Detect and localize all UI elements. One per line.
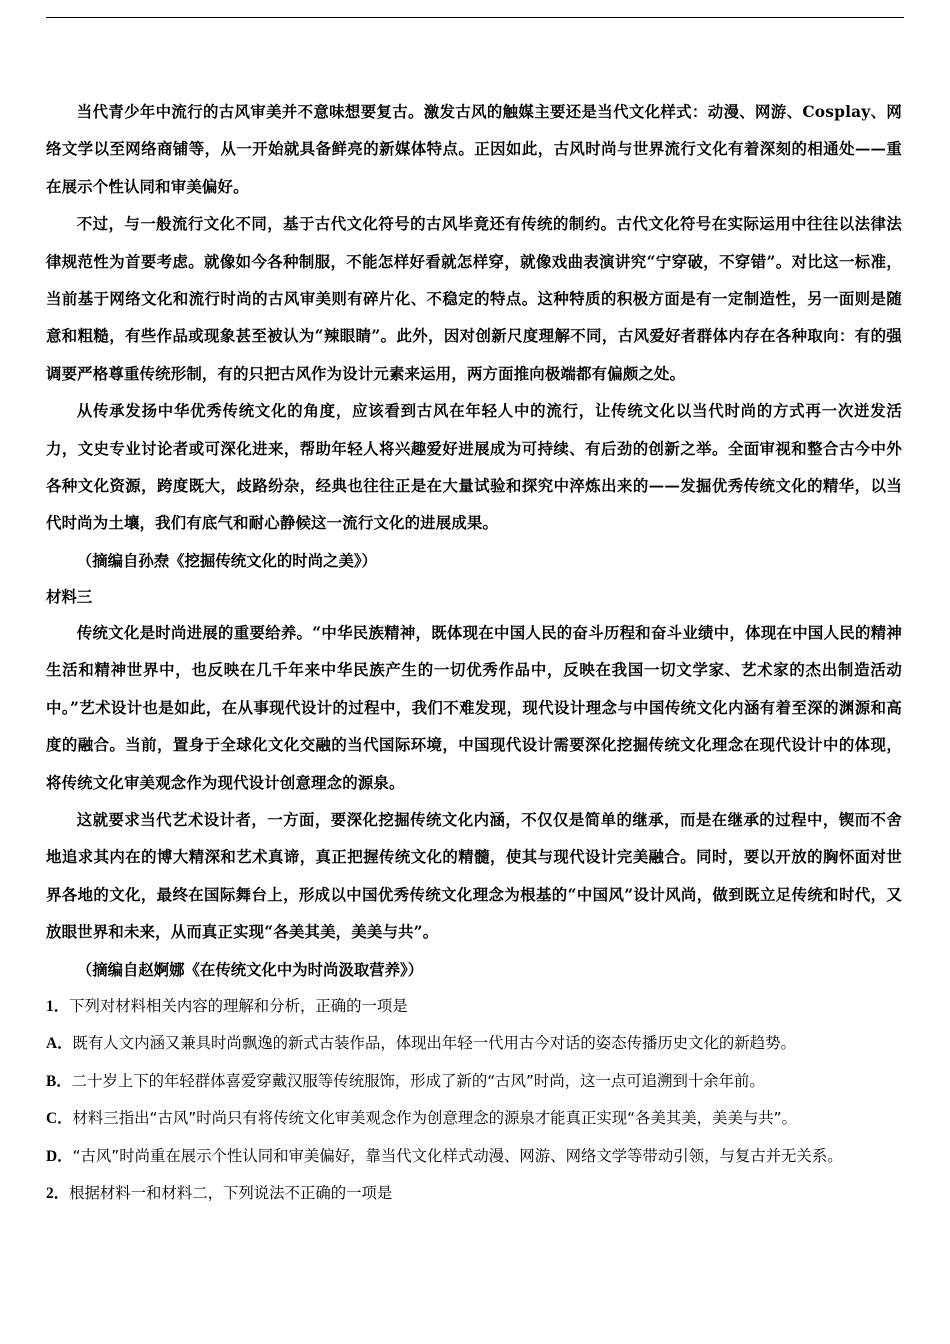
option-text: “古风”时尚重在展示个性认同和审美偏好，靠当代文化样式动漫、网游、网络文学等带动引领，与复古并无关系。 xyxy=(72,1146,843,1165)
material3-paragraph-2: 这就要求当代艺术设计者，一方面，要深化挖掘传统文化内涵，不仅仅是简单的继承，而是在继承的过程中，锲而不舍地追求其内在的博大精深和艺术真谛，真正把握传统文化的精髓，使其与现代设计完美融合。同时，要以开放的胸怀面对世界各地的文化，最终在国际舞台上，形成以中国优秀传统文化理念为根基的“中国风”设计风尚，做到既立足传统和时代，又放眼世界和未来，从而真正实现“各美其美，美美与共”。 xyxy=(46,810,902,942)
material3-citation: （摘编自赵婀娜《在传统文化中为时尚汲取营养》） xyxy=(76,960,424,979)
option-letter: D． xyxy=(46,1147,73,1165)
material2-paragraph-3: 从传承发扬中华优秀传统文化的角度，应该看到古风在年轻人中的流行，让传统文化以当代时尚的方式再一次迸发活力，文史专业讨论者或可深化进来，帮助年轻人将兴趣爱好进展成为可持续、有后劲的创新之举。全面审视和整合古今中外各种文化资源，跨度既大，歧路纷杂，经典也往往正是在大量试验和探究中淬炼出来的——发掘优秀传统文化的精华，以当代时尚为土壤，我们有底气和耐心静候这一流行文化的进展成果。 xyxy=(46,402,902,533)
question-1-option-a xyxy=(46,1025,902,1063)
question-1-option-b xyxy=(46,1063,902,1101)
material2-citation: （摘编自孙焘《挖掘传统文化的时尚之美》） xyxy=(76,551,377,570)
question-number: 1． xyxy=(46,997,70,1015)
question-text: 根据材料一和材料二，下列说法不正确的一项是 xyxy=(69,1184,393,1203)
material3-label: 材料三 xyxy=(46,587,93,606)
material2-paragraph-2: 不过，与一般流行文化不同，基于古代文化符号的古风毕竟还有传统的制约。古代文化符号在实际运用中往往以法律法律规范性为首要考虑。就像如今各种制服，不能怎样好看就怎样穿，就像戏曲表演讲究“宁穿破，不穿错”。对比这一标准，当前基于网络文化和流行时尚的古风审美则有碎片化、不稳定的特点。这种特质的积极方面是有一定制造性，另一面则是随意和粗糙，有些作品或现象甚至被认为“辣眼睛”。此外，因对创新尺度理解不同，古风爱好者群体内存在各种取向：有的强调要严格尊重传统形制，有的只把古风作为设计元素来运用，两方面推向极端都有偏颇之处。 xyxy=(46,215,902,383)
option-text: 二十岁上下的年轻群体喜爱穿戴汉服等传统服饰，形成了新的“古风”时尚，这一点可追溯到十余年前。 xyxy=(71,1071,765,1090)
material2-paragraph-1: 当代青少年中流行的古风审美并不意味想要复古。激发古风的触媒主要还是当代文化样式：动漫、网游、Cosplay、网络文学以至网络商铺等，从一开始就具备鲜亮的新媒体特点。正因如此，古风时尚与世界流行文化有着深刻的相通处——重在展示个性认同和审美偏好。 xyxy=(46,103,902,196)
material3-paragraph-1: 传统文化是时尚进展的重要给养。“中华民族精神，既体现在中国人民的奋斗历程和奋斗业绩中，体现在中国人民的精神生活和精神世界中，也反映在几千年来中华民族产生的一切优秀作品中，反映在我国一切文学家、艺术家的杰出制造活动中。”艺术设计也是如此，在从事现代设计的过程中，我们不难发现，现代设计理念与中国传统文化内涵有着至深的渊源和高度的融合。当前，置身于全球化文化交融的当代国际环境，中国现代设计需要深化挖掘传统文化理念在现代设计中的体现，将传统文化审美观念作为现代设计创意理念的源泉。 xyxy=(46,623,902,792)
option-letter: A． xyxy=(46,1035,73,1053)
question-text: 下列对材料相关内容的理解和分析，正确的一项是 xyxy=(69,996,408,1015)
header-rule xyxy=(46,17,904,18)
question-1-option-c xyxy=(46,1100,902,1138)
question-number: 2． xyxy=(46,1185,70,1203)
question-1-stem xyxy=(46,988,902,1026)
question-2-stem xyxy=(46,1175,902,1213)
option-text: 材料三指出“古风”时尚只有将传统文化审美观念作为创意理念的源泉才能真正实现“各美其美，美美与共”。 xyxy=(72,1109,797,1128)
option-letter: B． xyxy=(46,1072,72,1090)
option-text: 既有人文内涵又兼具时尚飘逸的新式古装作品，体现出年轻一代用古今对话的姿态传播历史文化的新趋势。 xyxy=(72,1034,796,1053)
option-letter: C． xyxy=(46,1110,73,1128)
document-body xyxy=(46,94,902,1213)
question-1-option-d xyxy=(46,1138,902,1176)
